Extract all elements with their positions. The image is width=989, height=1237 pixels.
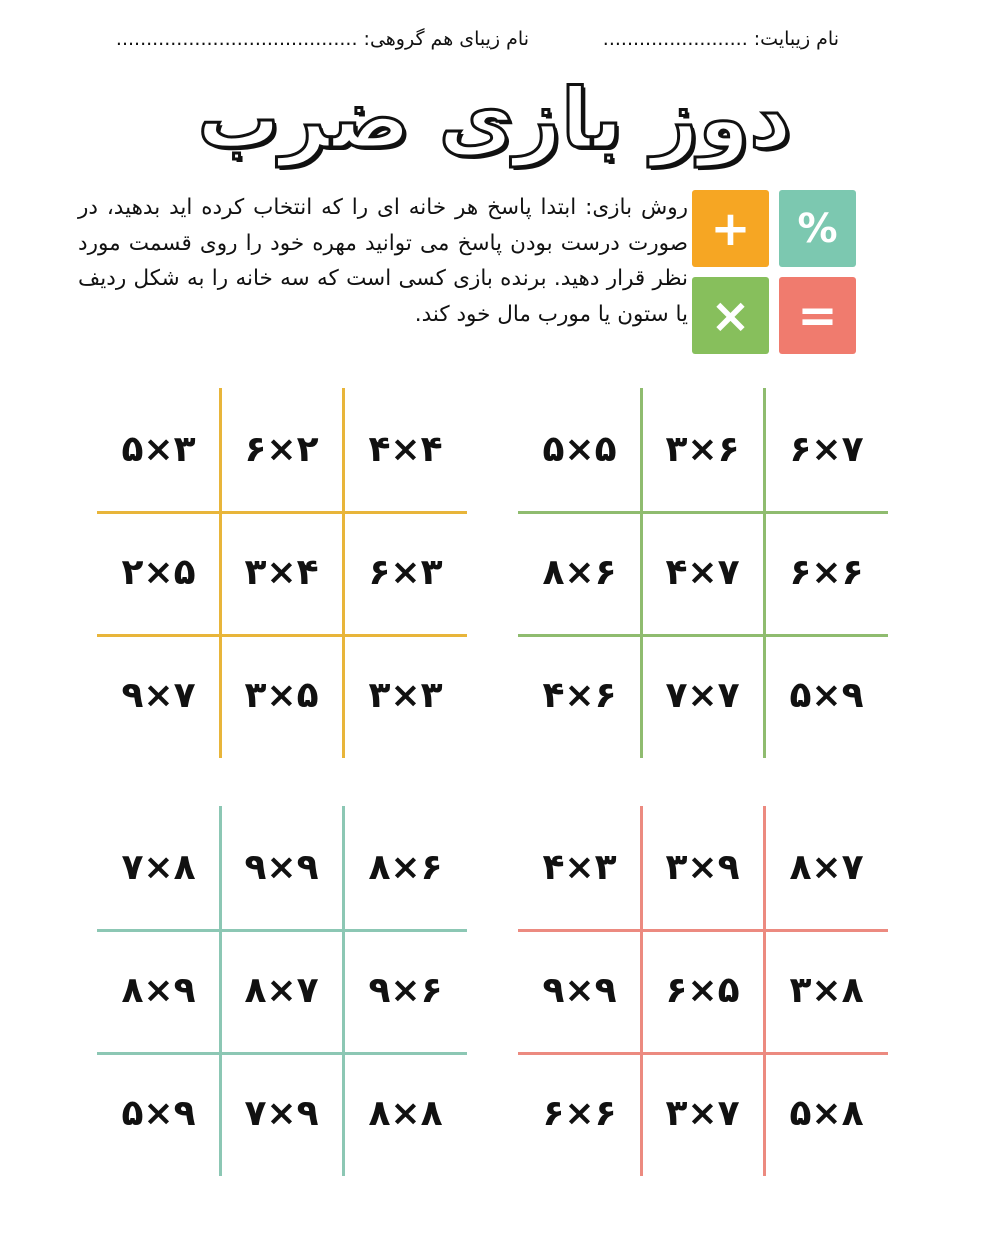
board-cell[interactable]: ۵×۹ (789, 675, 864, 716)
peer-name-field[interactable] (116, 28, 529, 50)
board-cell[interactable]: ۲×۵ (121, 552, 196, 593)
board-cell[interactable]: ۹×۷ (121, 675, 196, 716)
board-cell[interactable]: ۶×۶ (789, 552, 864, 593)
board-cell[interactable]: ۴×۳ (542, 847, 617, 888)
board-cell[interactable]: ۵×۳ (121, 429, 196, 470)
plus-icon: + (692, 190, 769, 267)
board-green (518, 388, 888, 758)
percent-icon: % (779, 190, 856, 267)
self-name-label: نام زیبایت: (753, 28, 839, 50)
board-red (518, 806, 888, 1176)
board-cell[interactable]: ۴×۴ (368, 429, 443, 470)
board-cell[interactable]: ۳×۷ (665, 1093, 740, 1134)
board-cell[interactable]: ۷×۸ (121, 847, 196, 888)
board-yellow (97, 388, 467, 758)
board-cell[interactable]: ۳×۵ (244, 675, 319, 716)
peer-name-label: نام زیبای هم گروهی: (363, 28, 529, 50)
board-cell[interactable]: ۵×۵ (542, 429, 617, 470)
board-cell[interactable]: ۶×۲ (244, 429, 319, 470)
board-cell[interactable]: ۸×۶ (542, 552, 617, 593)
board-cell[interactable]: ۶×۷ (789, 429, 864, 470)
board-cell[interactable]: ۸×۹ (121, 970, 196, 1011)
board-cell[interactable]: ۳×۶ (665, 429, 740, 470)
board-cell[interactable]: ۶×۶ (542, 1093, 617, 1134)
self-name-dots: ........................ (602, 28, 748, 50)
equals-icon: = (779, 277, 856, 354)
board-cell[interactable]: ۵×۹ (121, 1093, 196, 1134)
board-cell[interactable]: ۶×۳ (368, 552, 443, 593)
page-title: دوز بازی ضرب (197, 72, 792, 167)
board-cell[interactable]: ۹×۶ (368, 970, 443, 1011)
board-cell[interactable]: ۴×۶ (542, 675, 617, 716)
board-cell[interactable]: ۳×۴ (244, 552, 319, 593)
times-icon: × (692, 277, 769, 354)
board-cell[interactable]: ۹×۹ (244, 847, 319, 888)
peer-name-dots: ........................................ (115, 28, 358, 50)
board-cell[interactable]: ۸×۷ (244, 970, 319, 1011)
board-cell[interactable]: ۸×۶ (368, 847, 443, 888)
board-cell[interactable]: ۶×۵ (665, 970, 740, 1011)
operator-tiles (692, 190, 856, 354)
board-cell[interactable]: ۷×۹ (244, 1093, 319, 1134)
board-cell[interactable]: ۴×۷ (665, 552, 740, 593)
board-cell[interactable]: ۵×۸ (789, 1093, 864, 1134)
board-cell[interactable]: ۸×۷ (789, 847, 864, 888)
board-cell[interactable]: ۳×۹ (665, 847, 740, 888)
board-cell[interactable]: ۷×۷ (665, 675, 740, 716)
board-cell[interactable]: ۸×۸ (368, 1093, 443, 1134)
board-cell[interactable]: ۳×۳ (368, 675, 443, 716)
board-teal (97, 806, 467, 1176)
self-name-field[interactable] (603, 28, 839, 50)
board-cell[interactable]: ۹×۹ (542, 970, 617, 1011)
instructions-text: روش بازی: ابتدا پاسخ هر خانه ای را که انتخاب کرده اید بدهید، در صورت درست بودن پاسخ می توانید مهره خود را روی قسمت مورد نظر قرار دهید. برنده بازی کسی است که سه خانه را به شکل ردیف یا ستون یا مورب مال خود کند. (78, 195, 688, 327)
board-cell[interactable]: ۳×۸ (789, 970, 864, 1011)
